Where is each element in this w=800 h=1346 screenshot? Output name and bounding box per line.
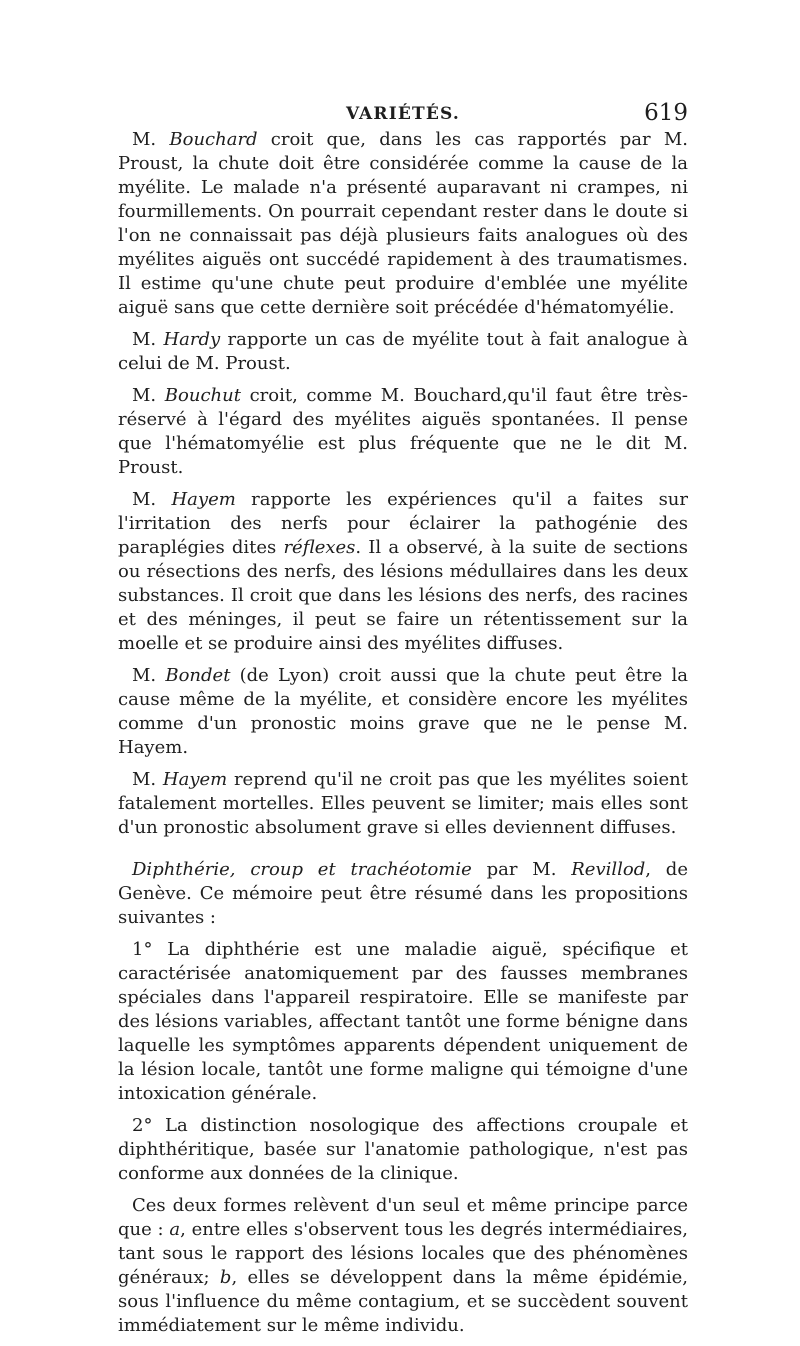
paragraph-text: rapporte les expériences qu'il a faites sur l'irritation des nerfs pour éclairer la pathogénie des paraplégies dites <box>118 489 689 558</box>
paragraph-conclusion <box>118 1194 688 1338</box>
paragraph-lead: M. <box>132 385 165 406</box>
speaker-name: Hayem <box>162 769 228 790</box>
paragraph-lead: M. <box>132 769 163 790</box>
paragraph-lead: M. <box>132 329 164 350</box>
proposition-2 <box>118 1114 688 1186</box>
running-header <box>118 100 688 130</box>
enum-marker-a: a <box>169 1219 181 1240</box>
paragraph-bouchard <box>118 128 688 320</box>
paragraph-lead: M. <box>132 129 170 150</box>
paragraph-text: Ces deux formes relèvent d'un seul et même principe parce que : <box>118 1195 688 1240</box>
paragraph-hardy <box>118 328 688 376</box>
paragraph-text: par M. <box>471 859 572 880</box>
paragraph-text: rapporte un cas de myélite tout à fait analogue à celui de M. Proust. <box>118 329 688 374</box>
paragraph-text: 2° La distinction nosologique des affections croupale et diphthéritique, basée sur l'anatomie pathologique, n'est pas conforme aux données de la clinique. <box>118 1115 688 1184</box>
paragraph-bondet <box>118 664 688 760</box>
author-name: Revillod <box>571 859 646 880</box>
page-body <box>118 128 688 1346</box>
section-title: VARIÉTÉS. <box>345 104 461 124</box>
emphasis-word: réflexes <box>283 537 356 558</box>
speaker-name: Hardy <box>163 329 221 350</box>
paragraph-text: reprend qu'il ne croit pas que les myélites soient fatalement mortelles. Elles peuvent se limiter; mais elles sont d'un pronostic absolument grave si elles deviennent diffuses. <box>118 769 688 838</box>
paragraph-lead: M. <box>132 489 172 510</box>
paragraph-text: croit que, dans les cas rapportés par M. Proust, la chute doit être considérée comme la cause de la myélite. Le malade n'a présenté auparavant ni crampes, ni fourmillements. On pourrait cependant rester dans le doute si l'on ne connaissait pas déjà plusieurs faits analogues où des myélites aiguës ont succédé rapidement à des traumatismes. Il estime qu'une chute peut produire d'emblée une myélite aiguë sans que cette dernière soit précédée d'hématomyélie. <box>118 129 689 318</box>
paragraph-lead: M. <box>132 665 166 686</box>
paragraph-hayem-1 <box>118 488 688 656</box>
paragraph-hayem-2 <box>118 768 688 840</box>
page-number: 619 <box>644 100 688 126</box>
paragraph-text: , de Genève. Ce mémoire peut être résumé dans les propositions suivantes : <box>118 859 688 928</box>
memoir-title: Diphthérie, croup et trachéotomie <box>132 859 472 880</box>
paragraph-text: (de Lyon) croit aussi que la chute peut être la cause même de la myélite, et considère encore les myélites comme d'un pronostic moins grave que ne le pense M. Hayem. <box>118 665 689 758</box>
paragraph-text: croit, comme M. Bouchard,qu'il faut être très-réservé à l'égard des myélites aiguës spontanées. Il pense que l'hématomyélie est plus fréquente que ne le dit M. Proust. <box>118 385 689 478</box>
proposition-1 <box>118 938 688 1106</box>
paragraph-text: , entre elles s'observent tous les degrés intermédiaires, tant sous le rapport des lésions locales que des phénomènes généraux; <box>118 1219 688 1288</box>
paragraph-text: , elles se développent dans la même épidémie, sous l'influence du même contagium, et se succèdent souvent immédiatement sur le même individu. <box>118 1267 688 1336</box>
paragraph-text: 1° La diphthérie est une maladie aiguë, spécifique et caractérisée anatomiquement par des fausses membranes spéciales dans l'appareil respiratoire. Elle se manifeste par des lésions variables, affectant tantôt une forme bénigne dans laquelle les symptômes apparents dépendent uniquement de la lésion locale, tantôt une forme maligne qui témoigne d'une intoxication générale. <box>118 939 688 1104</box>
paragraph-text: . Il a observé, à la suite de sections ou résections des nerfs, des lésions médullaires dans les deux substances. Il croit que dans les lésions des nerfs, des racines et des méninges, il peut se faire un rétentissement sur la moelle et se produire ainsi des myélites diffuses. <box>118 537 688 654</box>
enum-marker-b: b <box>219 1267 232 1288</box>
speaker-name: Bouchut <box>164 385 241 406</box>
paragraph-revillod <box>118 858 688 930</box>
speaker-name: Bondet <box>165 665 231 686</box>
speaker-name: Bouchard <box>169 129 258 150</box>
paragraph-bouchut <box>118 384 688 480</box>
speaker-name: Hayem <box>171 489 236 510</box>
